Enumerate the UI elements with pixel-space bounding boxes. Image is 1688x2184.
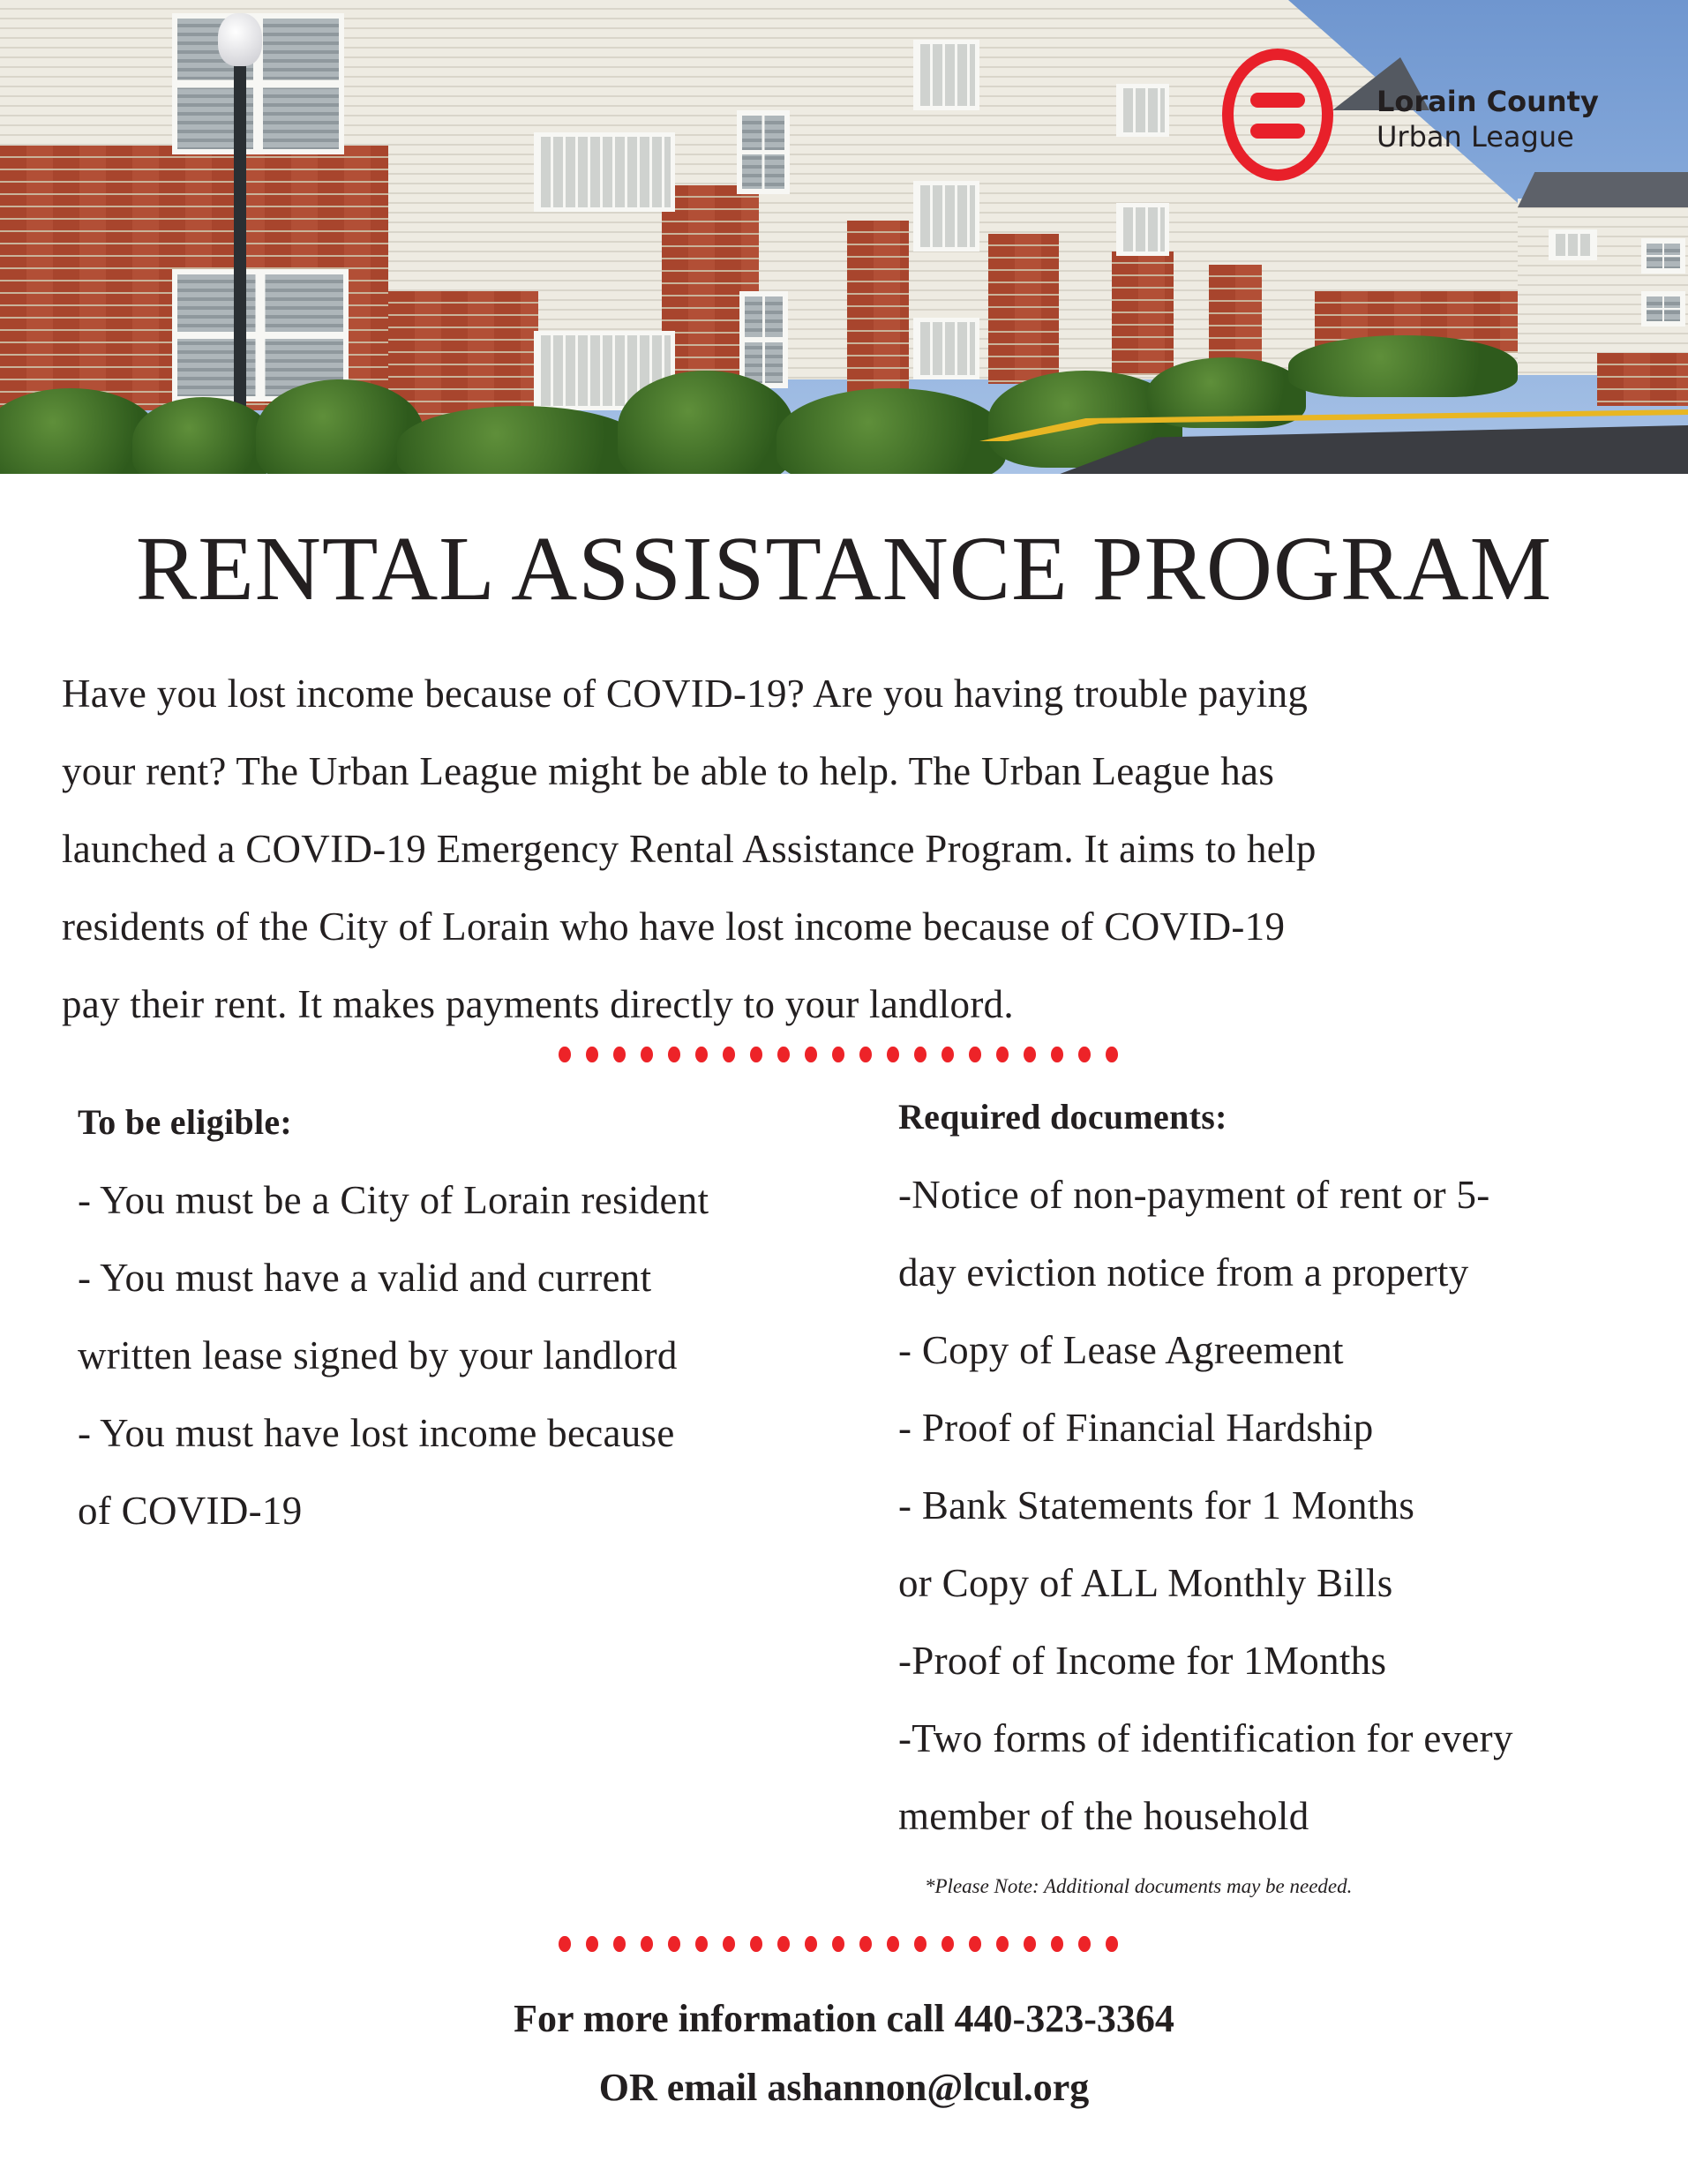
intro-line: Have you lost income because of COVID-19? Are you having trouble paying: [62, 672, 1309, 716]
balcony: [534, 132, 675, 212]
divider-dot: [668, 1047, 680, 1062]
window: [1641, 238, 1685, 274]
divider-dot: [832, 1936, 844, 1952]
contact-email-line: OR email ashannon@lcul.org: [598, 2066, 1090, 2109]
divider-dot: [887, 1936, 899, 1952]
balcony: [1116, 203, 1169, 256]
urban-league-logo: [1222, 49, 1372, 199]
divider-dot: [969, 1047, 981, 1062]
far-roof: [1518, 172, 1688, 207]
divider-dot: [1024, 1936, 1036, 1952]
window: [1641, 291, 1685, 326]
document-item: day eviction notice from a property: [898, 1250, 1469, 1295]
divider-dot: [668, 1936, 680, 1952]
divider-dot: [805, 1936, 817, 1952]
eligibility-section: [78, 1084, 709, 1550]
divider-dot: [914, 1047, 927, 1062]
shrub: [1288, 335, 1518, 397]
eligibility-item: written lease signed by your landlord: [78, 1333, 678, 1377]
urban-league-equality-icon: [1222, 49, 1333, 181]
divider-dot: [586, 1936, 598, 1952]
document-item: - Bank Statements for 1 Months: [898, 1483, 1415, 1527]
balcony: [1549, 229, 1597, 260]
divider-dot: [586, 1047, 598, 1062]
divider-dot: [942, 1047, 954, 1062]
balcony: [1116, 84, 1169, 137]
document-item: -Proof of Income for 1Months: [898, 1639, 1387, 1683]
divider-dot: [641, 1047, 653, 1062]
divider-dot: [996, 1936, 1009, 1952]
balcony: [913, 40, 979, 110]
brick-base: [1112, 251, 1174, 375]
organization-name: [1377, 84, 1599, 154]
divider-dot: [750, 1047, 762, 1062]
divider-dot: [859, 1047, 872, 1062]
eligibility-item: - You must be a City of Lorain resident: [78, 1178, 709, 1222]
equal-bar-top: [1250, 93, 1305, 108]
divider-dot: [750, 1936, 762, 1952]
intro-line: residents of the City of Lorain who have lost income because of COVID-19: [62, 904, 1286, 949]
divider-dot: [559, 1047, 571, 1062]
document-item: or Copy of ALL Monthly Bills: [898, 1561, 1393, 1605]
divider-dot: [777, 1047, 790, 1062]
intro-line: launched a COVID-19 Emergency Rental Assistance Program. It aims to help: [62, 827, 1317, 871]
window: [739, 291, 788, 388]
divider-dot: [805, 1047, 817, 1062]
org-name-line1: Lorain County: [1377, 85, 1599, 118]
brick-wall: [1597, 353, 1688, 406]
brick-base: [988, 234, 1059, 384]
document-item: member of the household: [898, 1794, 1309, 1838]
far-building: [1518, 199, 1688, 375]
divider-dot: [914, 1936, 927, 1952]
document-item: -Two forms of identification for every: [898, 1716, 1513, 1760]
page-title: RENTAL ASSISTANCE PROGRAM: [135, 518, 1553, 619]
divider-dot: [832, 1047, 844, 1062]
balcony: [913, 181, 979, 251]
dotted-divider: [559, 1936, 1118, 1952]
brick-base: [847, 221, 909, 397]
divider-dot: [1024, 1047, 1036, 1062]
divider-dot: [1106, 1047, 1118, 1062]
documents-note: *Please Note: Additional documents may be needed.: [925, 1875, 1353, 1897]
brick-base: [1209, 265, 1262, 371]
window: [737, 110, 790, 194]
divider-dot: [1051, 1936, 1063, 1952]
document-item: - Copy of Lease Agreement: [898, 1328, 1344, 1372]
org-name-line2: Urban League: [1377, 120, 1574, 154]
balcony: [913, 318, 979, 379]
divider-dot: [996, 1047, 1009, 1062]
document-item: - Proof of Financial Hardship: [898, 1406, 1374, 1450]
divider-dot: [859, 1936, 872, 1952]
divider-dot: [1078, 1047, 1091, 1062]
divider-dot: [723, 1936, 735, 1952]
eligibility-item: of COVID-19: [78, 1489, 303, 1533]
divider-dot: [695, 1047, 708, 1062]
divider-dot: [723, 1047, 735, 1062]
divider-dot: [1106, 1936, 1118, 1952]
divider-dot: [777, 1936, 790, 1952]
divider-dot: [1078, 1936, 1091, 1952]
eligibility-item: - You must have lost income because: [78, 1411, 675, 1455]
dotted-divider: [559, 1047, 1118, 1062]
equal-bar-bottom: [1250, 124, 1305, 139]
contact-phone-line: For more information call 440-323-3364: [514, 1997, 1174, 2040]
divider-dot: [942, 1936, 954, 1952]
intro-paragraph: [62, 655, 1659, 1043]
required-documents-section: [898, 1078, 1513, 1855]
documents-heading: Required documents:: [898, 1097, 1227, 1137]
divider-dot: [969, 1936, 981, 1952]
eligibility-heading: To be eligible:: [78, 1102, 293, 1142]
divider-dot: [887, 1047, 899, 1062]
divider-dot: [559, 1936, 571, 1952]
eligibility-item: - You must have a valid and current: [78, 1256, 652, 1300]
intro-line: your rent? The Urban League might be able to help. The Urban League has: [62, 749, 1275, 793]
divider-dot: [613, 1936, 626, 1952]
divider-dot: [695, 1936, 708, 1952]
lamp-globe: [218, 13, 262, 66]
divider-dot: [613, 1047, 626, 1062]
hero-photo: [0, 0, 1688, 474]
divider-dot: [1051, 1047, 1063, 1062]
shrub: [776, 388, 1006, 474]
document-item: -Notice of non-payment of rent or 5-: [898, 1173, 1490, 1217]
intro-line: pay their rent. It makes payments directly to your landlord.: [62, 982, 1014, 1026]
divider-dot: [641, 1936, 653, 1952]
